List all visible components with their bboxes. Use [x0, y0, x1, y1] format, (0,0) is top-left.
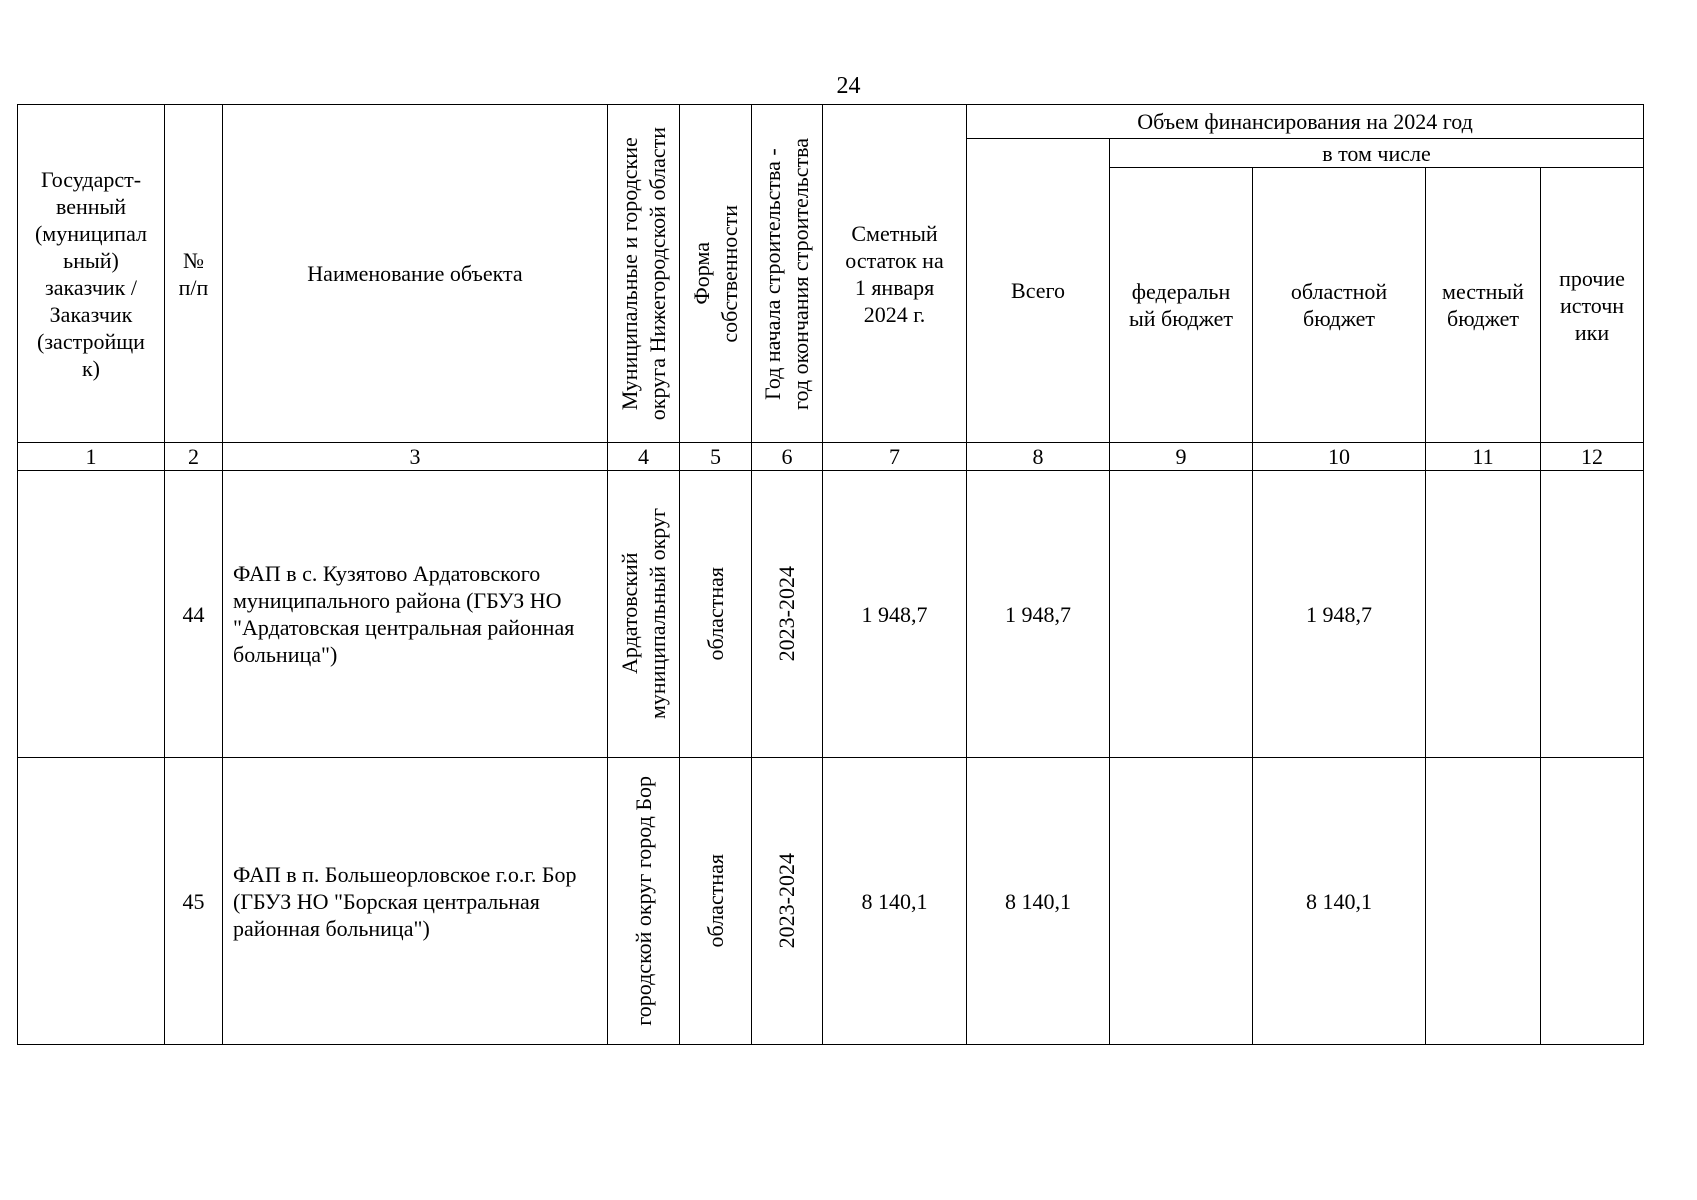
page-number: 24 [836, 73, 861, 99]
cell-ownership-text: областная [702, 567, 728, 661]
cell-years-text: 2023-2024 [774, 853, 799, 949]
header-estimate-label: Сметный остаток на 1 января 2024 г. [845, 220, 944, 327]
cell-regional: 8 140,1 [1253, 758, 1426, 1045]
column-number: 9 [1110, 443, 1253, 471]
header-estimate [823, 105, 967, 443]
header-regional [1253, 168, 1426, 443]
table-row [18, 758, 1644, 1045]
cell-estimate: 8 140,1 [823, 758, 967, 1045]
cell-district-text: Ардатовский муниципальный округ [616, 508, 670, 720]
cell-local [1426, 471, 1541, 758]
cell-object-name: ФАП в с. Кузятово Ардатовского муниципального района (ГБУЗ НО "Ардатовская центральная районная больница") [223, 471, 608, 758]
column-number: 12 [1541, 443, 1644, 471]
header-years [752, 105, 823, 443]
header-ownership-label: Форма собственности [688, 204, 742, 343]
header-number [165, 105, 223, 443]
table-row [18, 471, 1644, 758]
header-other-label: прочие источн ики [1559, 265, 1625, 345]
column-numbers-row [18, 443, 1644, 471]
header-funding-group-label: Объем финансирования на 2024 год [1137, 109, 1473, 134]
header-total-label: Всего [1011, 278, 1065, 303]
header-including-group [1110, 139, 1644, 168]
header-customer [18, 105, 165, 443]
header-district-label: Муниципальные и городские округа Нижегородской области [616, 126, 670, 421]
cell-federal [1110, 471, 1253, 758]
cell-years [752, 758, 823, 1045]
header-district [608, 105, 680, 443]
header-local-label: местный бюджет [1442, 279, 1524, 331]
financing-table [17, 104, 1644, 1045]
cell-object-name: ФАП в п. Большеорловское г.о.г. Бор (ГБУЗ НО "Борская центральная районная больница") [223, 758, 608, 1045]
cell-number: 45 [165, 758, 223, 1045]
cell-number: 44 [165, 471, 223, 758]
column-number: 8 [967, 443, 1110, 471]
cell-customer [18, 758, 165, 1045]
column-number: 5 [680, 443, 752, 471]
header-local [1426, 168, 1541, 443]
header-federal-label: федеральн ый бюджет [1128, 279, 1234, 331]
header-including-group-label: в том числе [1322, 140, 1431, 166]
column-number: 6 [752, 443, 823, 471]
column-number: 4 [608, 443, 680, 471]
column-number: 10 [1253, 443, 1426, 471]
column-number: 3 [223, 443, 608, 471]
cell-local [1426, 758, 1541, 1045]
cell-total: 8 140,1 [967, 758, 1110, 1045]
header-other [1541, 168, 1644, 443]
header-object-name [223, 105, 608, 443]
header-object-name-label: Наименование объекта [307, 261, 523, 286]
column-number: 2 [165, 443, 223, 471]
header-customer-label: Государст- венный (муниципал ьный) заказчик / Заказчик (застройщи к) [34, 166, 148, 381]
cell-federal [1110, 758, 1253, 1045]
cell-estimate: 1 948,7 [823, 471, 967, 758]
column-number: 1 [18, 443, 165, 471]
column-number: 7 [823, 443, 967, 471]
cell-district [608, 471, 680, 758]
cell-ownership-text: областная [702, 854, 728, 948]
cell-district [608, 758, 680, 1045]
column-number: 11 [1426, 443, 1541, 471]
header-ownership [680, 105, 752, 443]
cell-other [1541, 758, 1644, 1045]
header-number-label: № п/п [178, 247, 209, 300]
cell-other [1541, 471, 1644, 758]
header-total [967, 139, 1110, 443]
cell-years-text: 2023-2024 [774, 566, 799, 662]
cell-customer [18, 471, 165, 758]
cell-ownership [680, 758, 752, 1045]
header-federal [1110, 168, 1253, 443]
cell-ownership [680, 471, 752, 758]
cell-total: 1 948,7 [967, 471, 1110, 758]
cell-district-text: городской округ город Бор [630, 776, 656, 1026]
header-years-label: Год начала строительства - год окончания строительства [760, 137, 813, 410]
header-regional-label: областной бюджет [1290, 279, 1388, 331]
header-funding-group [967, 105, 1644, 139]
cell-regional: 1 948,7 [1253, 471, 1426, 758]
cell-years [752, 471, 823, 758]
